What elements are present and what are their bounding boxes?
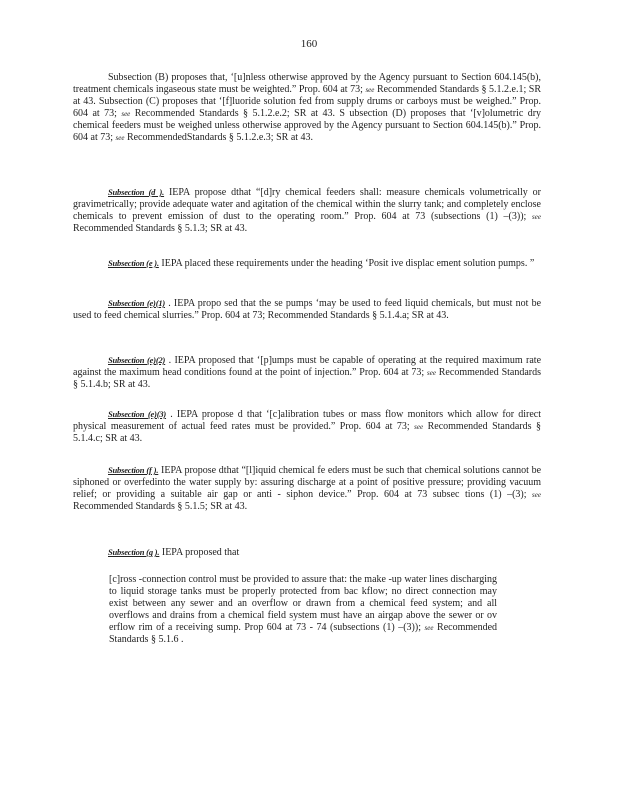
- paragraph-subsection-e: [73, 257, 541, 270]
- paragraph-text: . IEPA propo sed that the se pumps ‘may be used to feed liquid chemicals, but must not be used to feed chemical slurries.” Prop. 604 at 73; Recommended Standards § 5.1.4.a; SR at 43.: [73, 298, 542, 321]
- paragraph-text: . IEPA proposed that ‘[p]umps must be capable of operating at the required maximum rate against the maximum head conditions found at the point of injection.” Prop. 604 at 73;: [73, 355, 542, 378]
- see-signal: see: [532, 491, 541, 499]
- see-signal: see: [532, 213, 541, 221]
- paragraph-text: Recommended Standards § 5.1.5; SR at 43.: [73, 501, 248, 512]
- subsection-heading: Subsection (e)(1): [108, 298, 166, 308]
- paragraph-text: RecommendedStandards § 5.1.2.e.3; SR at 43.: [126, 132, 314, 143]
- quote-text: [c]ross -connection control must be provided to assure that: the make -up water lines discharging to liquid storage tanks must be properly protected from bac kflow; no direct connection may exist between any sewer and an overflow or drawn from a chemical feed system; and all overflows and drains from a chemical field system must have an airgap above the sewer or ov erflow rim of a receiving sump. Prop 604 at 73 - 74 (subsections (1) –(3));: [109, 574, 497, 633]
- paragraph-text: Recommended Standards § 5.1.2.e.2; SR at 43. S ubsection (D) proposes that ‘[v]olumetric dry chemical feeders must be weighed unless otherwise approved by the Agency pursuant to Section 604.145(b).” Prop. 604 at 73;: [73, 108, 542, 143]
- subsection-heading: Subsection (f ).: [108, 465, 159, 475]
- subsection-heading: Subsection (e)(2): [108, 355, 166, 365]
- paragraph-text: . IEPA propose d that ‘[c]alibration tubes or mass flow monitors which allow for direct physical measurement of actual feed rates must be provided.” Prop. 604 at 73;: [73, 409, 542, 432]
- see-signal: see: [115, 134, 125, 142]
- see-signal: see: [365, 86, 375, 94]
- paragraph-text: Recommended Standards § 5.1.2.e.1; SR at 43. Subsection (C) proposes that ‘[f]luoride solution fed from supply drums or carboys must be weighed.” Prop. 604 at 73;: [73, 84, 542, 119]
- subsection-heading: Subsection (g ).: [108, 547, 160, 557]
- page-number: 160: [300, 38, 318, 50]
- see-signal: see: [424, 624, 434, 632]
- paragraph-text: IEPA propose dthat “[l]iquid chemical fe eders must be such that chemical solutions cannot be siphoned or overfedinto the water supply by: assuring discharge at a point of positive pressure; providing vacuum relief; or providing a suitable air gap or anti - siphon device.” Prop. 604 at 73 subsec tions (1) –(3);: [73, 465, 542, 500]
- paragraph-subsection-e3: [73, 408, 541, 445]
- paragraph-subsection-d: [73, 186, 541, 235]
- block-quote: [109, 574, 497, 646]
- paragraph-text: Recommended Standards § 5.1.4.b; SR at 43.: [73, 367, 542, 390]
- quote-text: Recommended Standards § 5.1.6 .: [109, 622, 498, 645]
- see-signal: see: [121, 110, 131, 118]
- paragraph-text: Recommended Standards § 5.1.4.c; SR at 43.: [73, 421, 542, 444]
- subsection-heading: Subsection (e ).: [108, 258, 159, 268]
- paragraph-text: IEPA propose dthat “[d]ry chemical feeders shall: measure chemicals volumetrically or gravimetrically; provide adequate water and agitation of the chemical within the slurry tank; and completely enclose chemicals to prevent emission of dust to the operating room.” Prop. 604 at 73 (subsections (1) –(3));: [73, 187, 541, 222]
- paragraph-subsection-e1: [73, 297, 541, 322]
- paragraph-subsection-f: [73, 464, 541, 513]
- paragraph-subsection-e2: [73, 354, 541, 391]
- paragraph-subsection-g: [73, 546, 541, 559]
- see-signal: see: [414, 423, 424, 431]
- paragraph-text: Recommended Standards § 5.1.3; SR at 43.: [73, 223, 248, 234]
- subsection-heading: Subsection (e)(3): [108, 409, 167, 419]
- paragraph-text: IEPA placed these requirements under the heading ‘Posit ive displac ement solution pumps. ”: [161, 258, 535, 269]
- paragraph-text: IEPA proposed that: [161, 547, 240, 558]
- paragraph-text: Subsection (B) proposes that, ‘[u]nless otherwise approved by the Agency pursuant to Section 604.145(b), treatment chemicals ingaseous state must be weighted.” Prop. 604 at 73;: [73, 72, 541, 95]
- paragraph-subsection-b-c-d: [73, 72, 541, 144]
- see-signal: see: [426, 369, 436, 377]
- subsection-heading: Subsection (d ).: [108, 187, 165, 197]
